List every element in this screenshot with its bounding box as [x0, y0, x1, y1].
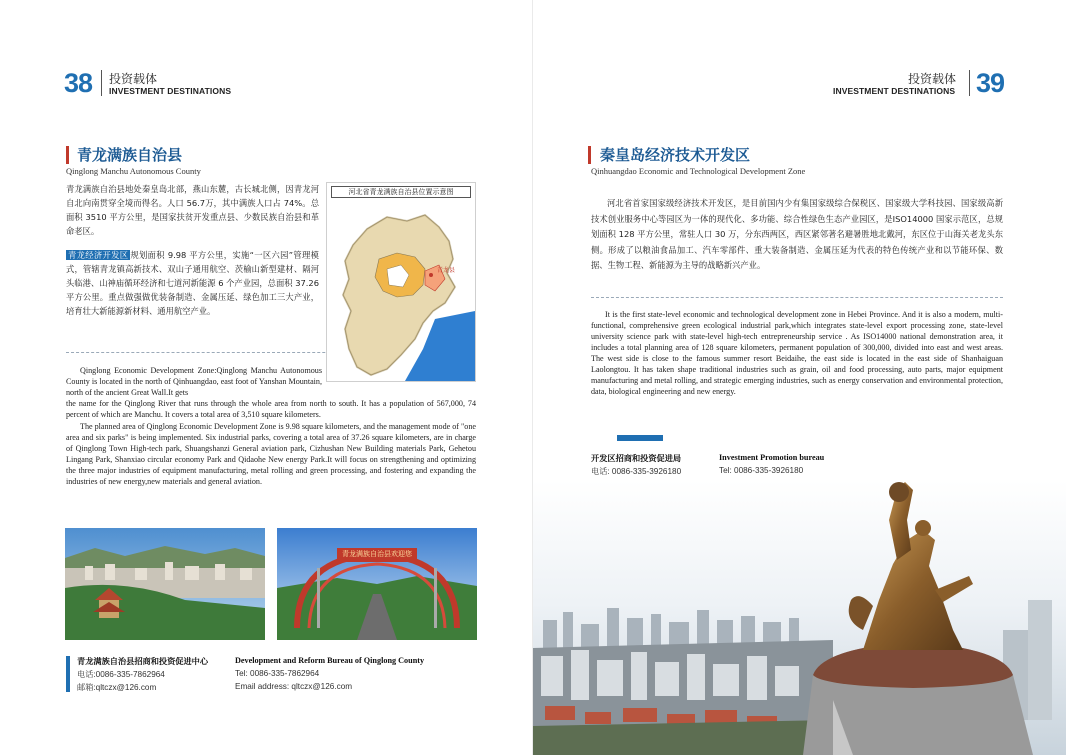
section-title-cn: 秦皇岛经济技术开发区 [600, 146, 751, 164]
header-title-en: INVESTMENT DESTINATIONS [833, 86, 956, 96]
cn-paragraph-1: 青龙满族自治县地处秦皇岛北部，燕山东麓，古长城北侧，因青龙河自北向南贯穿全境而得名。人口 56.7万，其中满族人口占 74%。总面积 3510 平方公里，是国家扶贫开发重点县、少数民族自治县和革命老区。 [66, 184, 319, 236]
header-divider [969, 70, 970, 96]
contact-marker [66, 656, 70, 692]
contact-accent-bar [617, 435, 663, 441]
photo-welcome-gate [277, 528, 477, 640]
cn-paragraph-2 [66, 248, 319, 318]
en-paragraph-1b: the name for the Qinglong River that runs through the whole area from north to south. It has a population of 567,000, 74 percent of which are Manchu. It covers a total area of 3,510 square kilometers. [66, 399, 476, 419]
header-title-cn: 投资载体 [908, 72, 957, 86]
contact-cn-title: 青龙满族自治县招商和投资促进中心 [77, 656, 209, 666]
section-marker [66, 146, 69, 164]
right-page [533, 0, 1066, 755]
en-paragraph-2: The planned area of Qinglong Economic Development Zone is 9.98 square kilometers, and the management mode of "one area and six parks" is being implemented. Six industrial parks, covering a total area of 37.26 square kilometers, are in charge of Qinglong Town High-tech park, Shuangshanzi General aviation park, Cizhushan New Building materials Park, Gehetou Lingang Park, Shanxiao circular economy Park and Qidaohe New energy Park.It will focus on strengthening and optimizing the three major industries of equipment manufacturing, metal rolling and green processing, and fostering and expanding the industries of new energy,new materials and general aviation. [66, 422, 476, 486]
header-title-en: INVESTMENT DESTINATIONS [109, 86, 232, 96]
photo-county-view [65, 528, 265, 640]
en-paragraph-1: It is the first state-level economic and technological development zone in Hebei Province. And it is also a modern, multi-functional, comprehensive green ecological industrial park,which integrates state-level export processing zone, state-level university science park with state-level high-tech entrepreneurship service . As ISO14000 national demonstration area, it includes a total planning area of 128 square kilometers, permanent population of 300,000, divided into east and west areas. The west side is close to the famous summer resort Beidaihe, the east side is located in the east side of Shanhaiguan Laolongtou. It has taken shape traditional industries such as grain, oil and food processing, auto parts, major equipment manufacturing and metal rolling, and strategic emerging industries, such as energy conservation and environmental protection, data, biological engineering and new energy. [591, 310, 1003, 396]
contact-cn-title: 开发区招商和投资促进局 [591, 453, 682, 463]
gate-sign-text: 青龙满族自治县欢迎您 [342, 550, 412, 558]
contact-en-email[interactable]: Email address: qltczx@126.com [235, 682, 353, 691]
contact-cn-tel: 电话:0086-335-7862964 [77, 670, 165, 679]
header-divider [101, 70, 102, 96]
section-marker [588, 146, 591, 164]
section-title-en: Qinglong Manchu Autonomous County [66, 166, 201, 176]
contact-cn-email[interactable]: 邮箱:qltczx@126.com [77, 683, 157, 692]
contact-en-title: Development and Reform Bureau of Qinglong County [235, 656, 425, 665]
divider-line [591, 297, 1003, 298]
location-map [326, 182, 476, 382]
cn-paragraph-1: 河北省首家国家级经济技术开发区，是目前国内少有集国家级综合保税区、国家级大学科技园、国家级高新技术创业服务中心等园区为一体的现代化、多功能、综合性绿色生态产业园区，是ISO14000 国家示范区，总规划面积 128 平方公里，常驻人口 30 万，分东西两区，西区紧邻著名避暑胜地北戴河，东区位于山海关老龙头东侧。形成了以粮油食品加工、汽车零部件、重大装备制造、金属压延为代表的特色传统产业和以节能环保、数据、生物工程、新能源为主导的战略新兴产业。 [591, 198, 1003, 270]
section-title-en: Qinhuangdao Economic and Technological Development Zone [591, 166, 806, 176]
contact-cn-tel: 电话: 0086-335-3926180 [591, 467, 682, 476]
map-graphic [327, 199, 475, 381]
section-title-cn: 青龙满族自治县 [77, 146, 183, 164]
map-label-qinglong: 青龙县 [437, 267, 456, 274]
contact-en-tel: Tel: 0086-335-7862964 [235, 669, 320, 678]
header-title-cn: 投资载体 [109, 72, 158, 86]
map-title: 河北省青龙满族自治县位置示意图 [331, 186, 471, 198]
photo-city-statue [533, 480, 1066, 755]
contact-en-title: Investment Promotion bureau [719, 453, 825, 462]
page-number: 39 [976, 68, 1005, 98]
en-paragraph-1a: Qinglong Economic Development Zone:Qinglong Manchu Autonomous County is located in the north of Qinhuangdao, east foot of Yanshan Mountain, north of the ancient Great Wall.It gets [66, 366, 322, 397]
contact-en-tel: Tel: 0086-335-3926180 [719, 466, 804, 475]
page-number: 38 [64, 68, 93, 98]
highlight-zone-name: 青龙经济开发区 [68, 250, 129, 260]
cn-paragraph-2-text: 规划面积 9.98 平方公里，实施“一区六园”管理模式，管辖青龙镇高新技术、双山子通用航空、茨榆山新型建材、隔河头临港、山神庙循环经济和七道河新能源 6 个产业园，总面积 37.26 平方公里。重点做强做优装备制造、金属压延、绿色加工三大产业，培育壮大新能源新材料、通用航空产业。 [66, 250, 319, 316]
